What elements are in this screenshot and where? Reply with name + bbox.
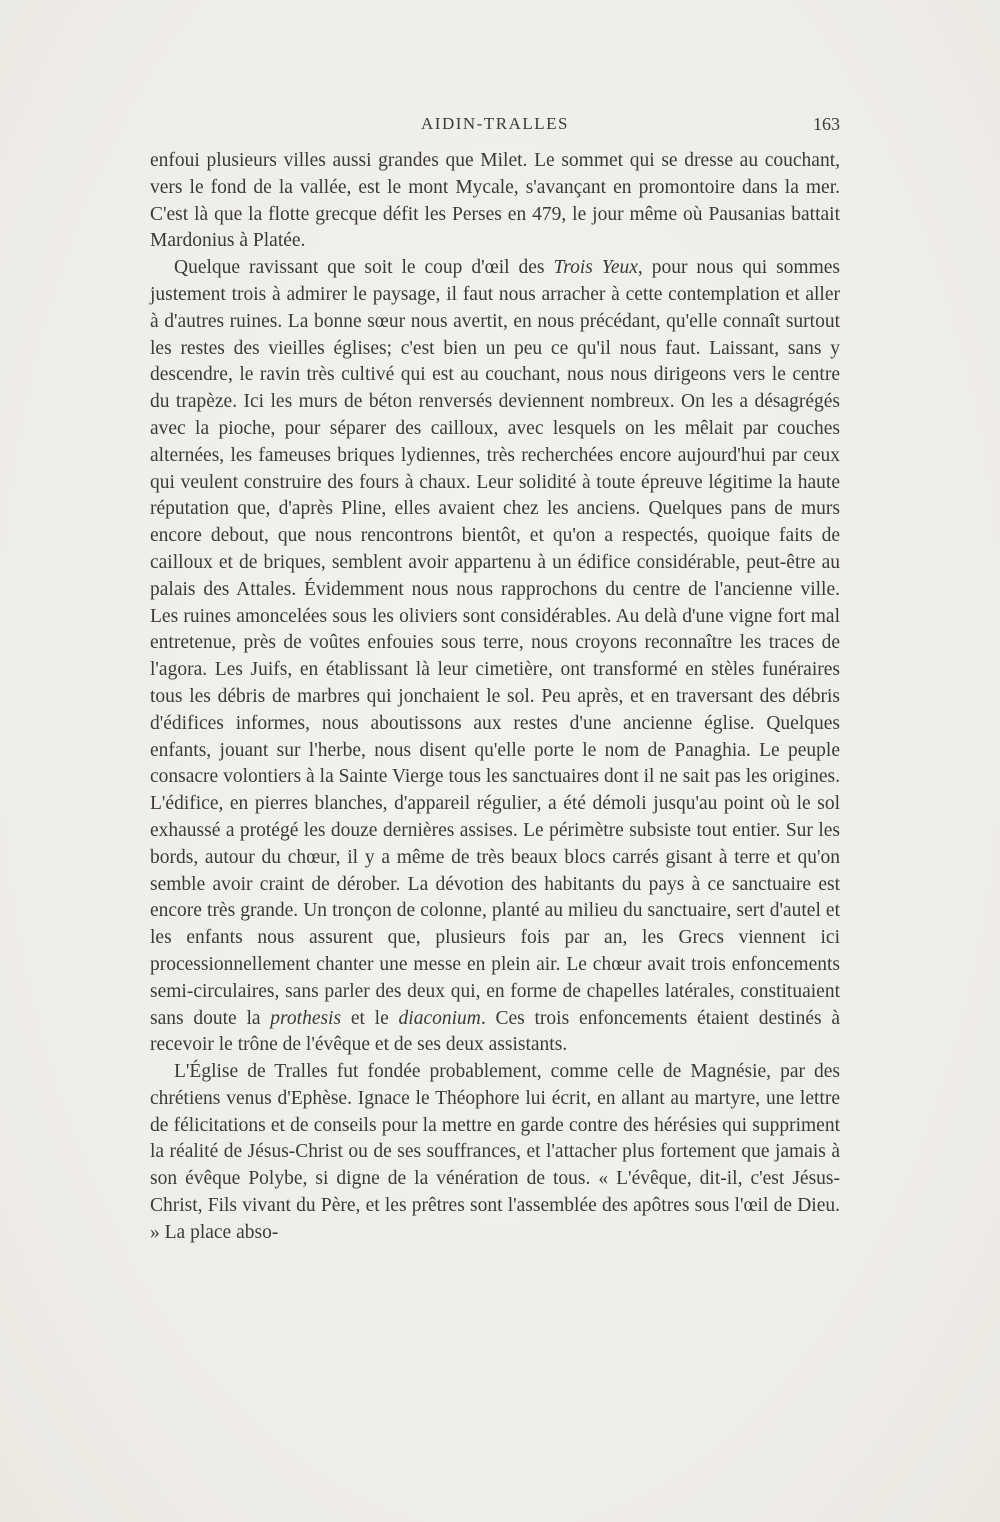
italic-diaconium: diaconium xyxy=(398,1007,481,1029)
body-text xyxy=(150,148,840,1247)
paragraph-2-text-b: , pour nous qui sommes justement trois à admirer le paysage, il faut nous arracher à cette contemplation et aller à d'autres ruines. La bonne sœur nous avertit, en nous précédant, qu'elle connaît surtout les restes des vieilles églises; c'est bien un peu ce qu'il nous faut. Laissant, sans y descendre, le ravin très cultivé qui est au couchant, nous nous dirigeons vers le centre du trapèze. Ici les murs de béton renversés deviennent nombreux. On les a désagrégés avec la pioche, pour séparer des cailloux, avec lesquels on les mêlait par couches alternées, les fameuses briques lydiennes, très recherchées encore aujourd'hui par ceux qui veulent construire des fours à chaux. Leur solidité à toute épreuve légitime la haute réputation que, d'après Pline, elles avaient chez les anciens. Quelques pans de murs encore debout, que nous rencontrons bientôt, et qu'on a respectés, quoique faits de cailloux et de briques, semblent avoir appartenu à un édifice considérable, peut-être au palais des Attales. Évidemment nous nous rapprochons du centre de l'ancienne ville. Les ruines amoncelées sous les oliviers sont considérables. Au delà d'une vigne fort mal entretenue, près de voûtes enfouies sous terre, nous croyons reconnaître les traces de l'agora. Les Juifs, en établissant là leur cimetière, ont transformé en stèles funéraires tous les débris de marbres qui jonchaient le sol. Peu après, et en traversant des débris d'édifices informes, nous aboutissons aux restes d'une ancienne église. Quelques enfants, jouant sur l'herbe, nous disent qu'elle porte le nom de Panaghia. Le peuple consacre volontiers à la Sainte Vierge tous les sanctuaires dont il ne sait pas les origines. L'édifice, en pierres blanches, d'appareil régulier, a été démoli jusqu'au point où le sol exhaussé a protégé les douze dernières assises. Le périmètre subsiste tout entier. Sur les bords, autour du chœur, il y a même de très beaux blocs carrés gisant à terre et qu'on semble avoir craint de dérober. La dévotion des habitants du pays à ce sanctuaire est encore très grande. Un tronçon de colonne, planté au milieu du sanctuaire, sert d'autel et les enfants nous assurent que, plusieurs fois par an, les Grecs viennent ici processionnellement chanter une messe en plein air. Le chœur avait trois enfoncements semi-circulaires, sans parler des deux qui, en forme de chapelles latérales, constituaient sans doute la xyxy=(150,257,841,1029)
running-head xyxy=(150,114,840,142)
page-number: 163 xyxy=(813,114,840,134)
italic-prothesis: prothesis xyxy=(270,1007,342,1029)
paragraph-1: enfoui plusieurs villes aussi grandes que Milet. Le sommet qui se dresse au couchant, vers le fond de la vallée, est le mont Mycale, s'avançant en promontoire dans la mer. C'est là que la flotte grecque défit les Perses en 479, le jour même où Pausanias battait Mardonius à Platée. xyxy=(150,150,840,252)
paragraph-2-text-c: et le xyxy=(341,1007,399,1029)
paragraph-3: L'Église de Tralles fut fondée probablement, comme celle de Magnésie, par des chrétiens venus d'Ephèse. Ignace le Théophore lui écrit, en allant au martyre, une lettre de félicitations et de conseils pour la mettre en garde contre des hérésies qui suppriment la réalité de Jésus-Christ ou de ses souffrances, et l'attacher plus fortement que jamais à son évêque Polybe, si digne de la vénération de tous. « L'évêque, dit-il, c'est Jésus-Christ, Fils vivant du Père, et les prêtres sont l'assemblée des apôtres sous l'œil de Dieu. » La place abso- xyxy=(150,1061,840,1243)
paragraph-2-text-a: Quelque ravissant que soit le coup d'œil des xyxy=(174,257,554,279)
italic-trois-yeux: Trois Yeux xyxy=(553,257,638,279)
running-title: AIDIN-TRALLES xyxy=(421,114,569,133)
paragraph-2 xyxy=(150,255,840,1059)
paragraph-2-text-d: . Ces trois enfoncements étaient destinés à recevoir le trône de l'évêque et de ses deux assistants. xyxy=(150,1007,840,1056)
